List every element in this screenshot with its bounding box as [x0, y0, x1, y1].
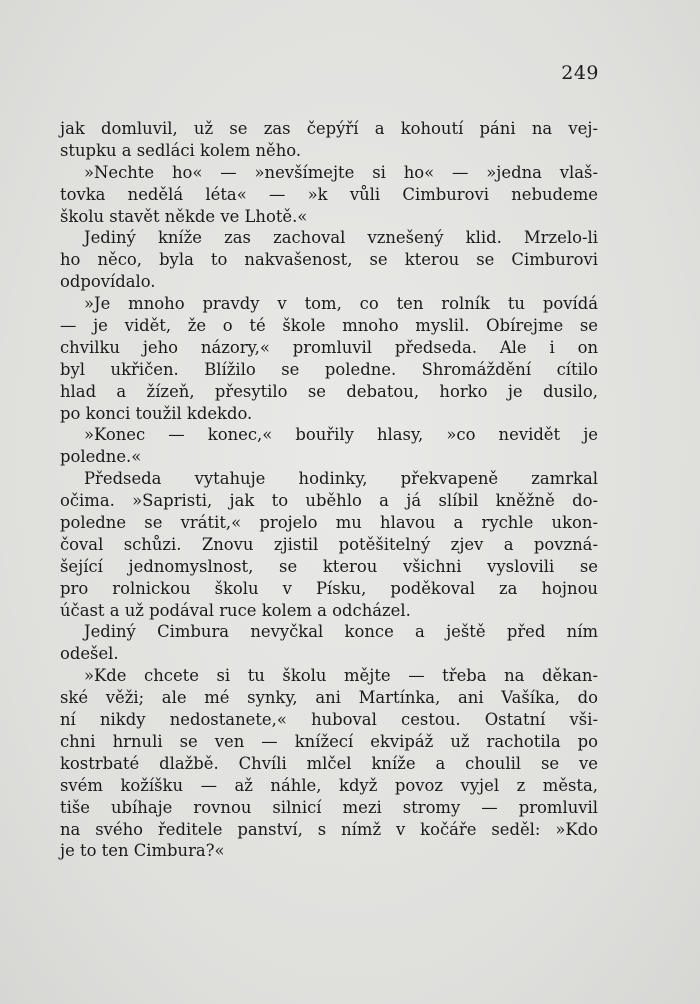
text-line: očima. »Sapristi, jak to uběhlo a já slíbil kněžně do-: [60, 491, 598, 511]
body-text: [60, 118, 598, 862]
text-line: po konci toužil kdekdo.: [60, 403, 253, 423]
text-line: ho něco, byla to nakvašenost, se kterou se Cimburovi: [60, 250, 598, 270]
text-line: ní nikdy nedostanete,« huboval cestou. Ostatní vši-: [60, 710, 598, 730]
paragraph: [60, 293, 598, 424]
text-line: Jediný kníže zas zachoval vznešený klid. Mrzelo-li: [84, 228, 598, 248]
text-line: účast a už podával ruce kolem a odcházel.: [60, 600, 411, 620]
text-line: jak domluvil, už se zas čepýří a kohoutí páni na vej-: [60, 119, 598, 138]
text-line: šející jednomyslnost, se kterou všichni vyslovili se: [60, 556, 598, 576]
paragraph: [60, 227, 598, 293]
text-line: tiše ubíhaje rovnou silnicí mezi stromy — promluvil: [60, 797, 598, 817]
paragraph: [60, 621, 598, 665]
text-line: čoval schůzi. Znovu zjistil potěšitelný zjev a povzná-: [60, 534, 598, 554]
text-line: poledne se vrátit,« projelo mu hlavou a rychle ukon-: [60, 513, 598, 533]
paragraph: [60, 118, 598, 162]
paragraph: [60, 665, 598, 862]
text-line: chvilku jeho názory,« promluvil předseda. Ale i on: [60, 337, 598, 357]
text-line: hlad a žízeň, přesytilo se debatou, horko je dusilo,: [60, 381, 598, 401]
text-line: poledne.«: [60, 447, 142, 467]
text-line: odpovídalo.: [60, 272, 156, 292]
text-line: svém kožíšku — až náhle, když povoz vyjel z města,: [60, 775, 598, 795]
paragraph: [60, 162, 598, 228]
text-line: ské věži; ale mé synky, ani Martínka, ani Vašíka, do: [60, 688, 598, 708]
page-number: 249: [561, 62, 599, 84]
text-line: »Kde chcete si tu školu mějte — třeba na děkan-: [84, 666, 598, 686]
text-line: Předseda vytahuje hodinky, překvapeně zamrkal: [84, 469, 598, 489]
text-line: — je vidět, že o té škole mnoho myslil. Obírejme se: [60, 316, 598, 336]
text-line: je to ten Cimbura?«: [60, 841, 225, 861]
text-line: odešel.: [60, 644, 119, 664]
text-line: školu stavět někde ve Lhotě.«: [60, 206, 308, 226]
text-line: Jediný Cimbura nevyčkal konce a ještě před ním: [84, 622, 598, 642]
paragraph: [60, 468, 598, 621]
text-line: stupku a sedláci kolem něho.: [60, 140, 302, 160]
text-line: chni hrnuli se ven — knížecí ekvipáž už rachotila po: [60, 731, 598, 751]
text-line: kostrbaté dlažbě. Chvíli mlčel kníže a choulil se ve: [60, 753, 598, 773]
text-line: pro rolnickou školu v Písku, poděkoval za hojnou: [60, 578, 598, 598]
text-line: na svého ředitele panství, s nímž v kočáře seděl: »Kdo: [60, 819, 598, 839]
text-line: tovka nedělá léta« — »k vůli Cimburovi nebudeme: [60, 184, 598, 204]
paragraph: [60, 424, 598, 468]
text-line: »Je mnoho pravdy v tom, co ten rolník tu povídá: [84, 294, 598, 314]
text-line: »Nechte ho« — »nevšímejte si ho« — »jedna vlaš-: [84, 162, 598, 182]
text-line: »Konec — konec,« bouřily hlasy, »co nevidět je: [84, 425, 598, 445]
text-line: byl ukřičen. Blížilo se poledne. Shromáždění cítilo: [60, 359, 598, 379]
